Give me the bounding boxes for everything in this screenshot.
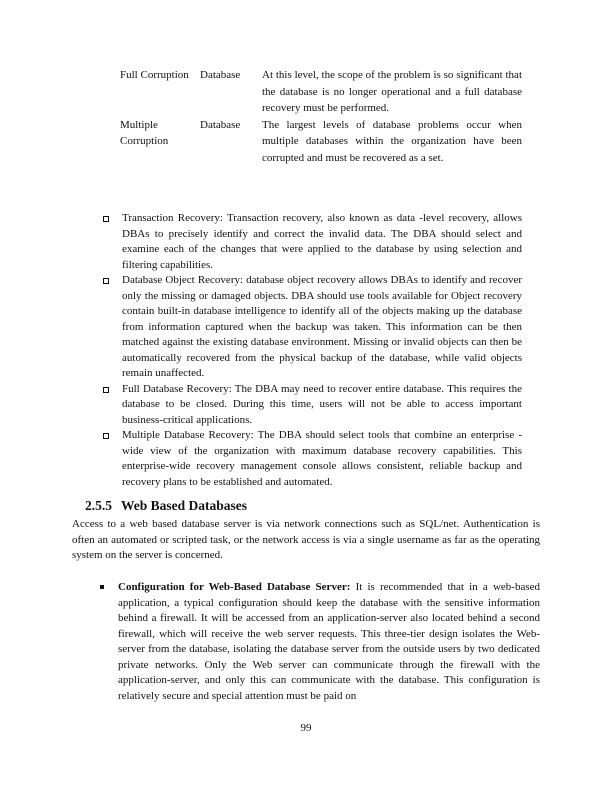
section-heading [85, 497, 247, 514]
section-number: 2.5.5 [85, 498, 112, 513]
configuration-list [100, 580, 540, 704]
list-item-multiple-database-recovery [103, 428, 522, 490]
section-intro-paragraph: Access to a web based database server is via network connections such as SQL/net. Authentication is often an automated or scripted task, or the network access is via a single username as far as the operating system on the server is concerned. [72, 518, 540, 561]
table-cell-scope: Database [200, 118, 241, 131]
table-cell-description: At this level, the scope of the problem is so significant that the database is no longer operational and a full database recovery must be performed. [262, 69, 522, 114]
list-item-text: Full Database Recovery: The DBA may need to recover entire database. This requires the database to be closed. During this time, users will not be able to access important business-critical applications. [122, 382, 522, 426]
list-item-transaction-recovery [103, 211, 522, 273]
list-item-configuration [100, 580, 540, 704]
square-bullet-icon [103, 216, 109, 222]
square-bullet-icon [103, 433, 109, 439]
list-item-label: Configuration for Web-Based Database Server: [118, 581, 351, 593]
list-item-text: Transaction Recovery: Transaction recovery, also known as data -level recovery, allows DBAs to precisely identify and correct the invalid data. The DBA should select and examine each of the changes that were applied to the database by using selection and filtering capabilities. [122, 212, 522, 271]
recovery-types-list [103, 211, 522, 490]
square-bullet-icon [103, 387, 109, 393]
list-item-text: Multiple Database Recovery: The DBA should select tools that combine an enterprise -wide view of the organization with maximum database recovery capabilities. This enterprise-wide recovery management console allows consistent, reliable backup and recovery plans to be established and automated. [122, 429, 522, 488]
table-cell-description: The largest levels of database problems occur when multiple databases within the organization have been corrupted and must be recovered as a set. [262, 118, 522, 164]
table-cell-scope: Database [200, 69, 241, 81]
square-bullet-icon [103, 278, 109, 284]
filled-square-bullet-icon [100, 585, 104, 589]
list-item-text: Database Object Recovery: database object recovery allows DBAs to identify and recover only the missing or damaged objects. DBA should use tools available for Object recovery contain built-in database intelligence to identify all of the objects making up the database from information captured when the backup was taken. This information can be then matched against the existing database environment. Missing or invalid objects can then be automatically recovered from the physical backup of the database, while valid objects remain unaffected. [122, 274, 522, 379]
list-item-full-database-recovery [103, 382, 522, 429]
table-row-multiple-corruption [120, 117, 522, 167]
table-cell-level: Full Corruption [120, 69, 189, 81]
list-item-database-object-recovery [103, 273, 522, 382]
table-cell-level: Multiple Corruption [120, 118, 169, 147]
table-row-full-corruption [120, 67, 522, 117]
page-number: 99 [300, 722, 312, 734]
corruption-table [120, 67, 522, 166]
list-item-text: It is recommended that in a web-based application, a typical configuration should keep the database with the sensitive information behind a firewall. It will be accessed from an application-server also located behind a second firewall, which will receive the web server requests. This three-tier design isolates the Web-server from the database, isolating the database server from the outside users by two dedicated private networks. Only the Web server can communicate through the firewall with the application-server, and only this can communicate with the database. This configuration is relatively secure and special attention must be paid on [118, 581, 540, 702]
section-title: Web Based Databases [121, 498, 248, 513]
